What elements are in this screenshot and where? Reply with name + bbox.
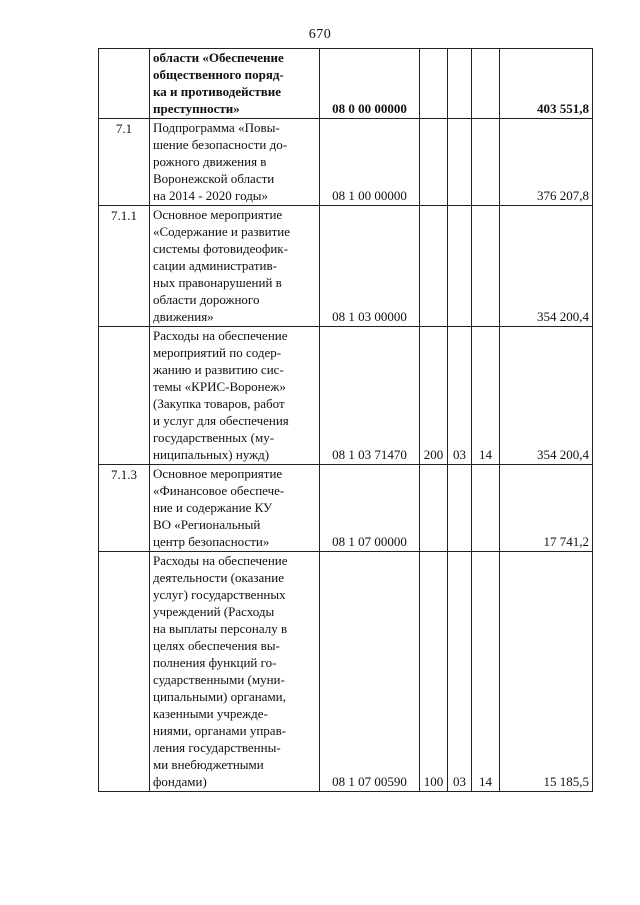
item-name-line: области «Обеспечение	[153, 50, 284, 65]
amount-cell: 354 200,4	[500, 327, 593, 465]
item-name-line: Подпрограмма «Повы-	[153, 120, 280, 135]
target-code-cell: 08 1 07 00590	[320, 552, 420, 792]
table-body	[99, 49, 593, 792]
item-name-cell	[150, 465, 320, 552]
amount-cell: 15 185,5	[500, 552, 593, 792]
item-name-line: Расходы на обеспечение	[153, 328, 288, 343]
item-name-line: ВО «Региональный	[153, 517, 261, 532]
item-name-line: на 2014 - 2020 годы»	[153, 188, 269, 203]
item-name-line: фондами)	[153, 774, 207, 789]
expense-type-cell	[420, 206, 448, 327]
item-name-line: шение безопасности до-	[153, 137, 288, 152]
expense-type-cell: 200	[420, 327, 448, 465]
section-cell	[448, 119, 472, 206]
item-name-line: рожного движения в	[153, 154, 267, 169]
subsection-cell	[472, 465, 500, 552]
item-name-line: ниями, органами управ-	[153, 723, 287, 738]
item-name-cell	[150, 327, 320, 465]
target-code-cell: 08 1 07 00000	[320, 465, 420, 552]
amount-cell: 403 551,8	[500, 49, 593, 119]
section-cell	[448, 206, 472, 327]
item-name-line: ми внебюджетными	[153, 757, 264, 772]
amount-cell: 376 207,8	[500, 119, 593, 206]
item-name-line: ципальными) органами,	[153, 689, 286, 704]
item-name-line: общественного поряд-	[153, 67, 284, 82]
subsection-cell	[472, 119, 500, 206]
row-number-cell: 7.1.1	[99, 206, 150, 327]
expense-type-cell	[420, 119, 448, 206]
item-name-line: ниципальных) нужд)	[153, 447, 270, 462]
item-name-line: «Содержание и развитие	[153, 224, 290, 239]
row-number-cell	[99, 327, 150, 465]
amount-cell: 354 200,4	[500, 206, 593, 327]
subsection-cell: 14	[472, 327, 500, 465]
table-row	[99, 327, 593, 465]
row-number-cell	[99, 49, 150, 119]
item-name-line: услуг) государственных	[153, 587, 286, 602]
item-name-line: государственных (му-	[153, 430, 275, 445]
item-name-line: Основное мероприятие	[153, 466, 283, 481]
item-name-line: и услуг для обеспечения	[153, 413, 289, 428]
section-cell: 03	[448, 327, 472, 465]
target-code-cell: 08 1 03 71470	[320, 327, 420, 465]
section-cell: 03	[448, 552, 472, 792]
row-number-cell: 7.1.3	[99, 465, 150, 552]
subsection-cell	[472, 206, 500, 327]
row-number-cell: 7.1	[99, 119, 150, 206]
amount-cell: 17 741,2	[500, 465, 593, 552]
item-name-line: полнения функций го-	[153, 655, 277, 670]
item-name-line: казенными учрежде-	[153, 706, 268, 721]
table-row	[99, 49, 593, 119]
item-name-line: сударственными (муни-	[153, 672, 285, 687]
item-name-line: ления государственны-	[153, 740, 281, 755]
item-name-line: темы «КРИС-Воронеж»	[153, 379, 286, 394]
item-name-line: сации административ-	[153, 258, 277, 273]
item-name-line: Основное мероприятие	[153, 207, 283, 222]
item-name-line: мероприятий по содер-	[153, 345, 282, 360]
subsection-cell	[472, 49, 500, 119]
table-row	[99, 119, 593, 206]
item-name-cell	[150, 206, 320, 327]
item-name-line: ных правонарушений в	[153, 275, 282, 290]
section-cell	[448, 49, 472, 119]
item-name-line: Воронежской области	[153, 171, 275, 186]
item-name-line: движения»	[153, 309, 214, 324]
target-code-cell: 08 1 00 00000	[320, 119, 420, 206]
item-name-line: ка и противодействие	[153, 84, 282, 99]
item-name-cell	[150, 119, 320, 206]
row-number-cell	[99, 552, 150, 792]
item-name-line: «Финансовое обеспече-	[153, 483, 285, 498]
expense-type-cell: 100	[420, 552, 448, 792]
page-number: 670	[308, 27, 332, 42]
item-name-line: преступности»	[153, 101, 240, 116]
expense-type-cell	[420, 49, 448, 119]
target-code-cell: 08 1 03 00000	[320, 206, 420, 327]
item-name-line: жанию и развитию сис-	[153, 362, 284, 377]
expense-type-cell	[420, 465, 448, 552]
item-name-line: Расходы на обеспечение	[153, 553, 288, 568]
item-name-cell	[150, 49, 320, 119]
section-cell	[448, 465, 472, 552]
target-code-cell: 08 0 00 00000	[320, 49, 420, 119]
item-name-line: центр безопасности»	[153, 534, 270, 549]
item-name-line: на выплаты персоналу в	[153, 621, 288, 636]
item-name-line: учреждений (Расходы	[153, 604, 275, 619]
table-row	[99, 552, 593, 792]
item-name-line: деятельности (оказание	[153, 570, 284, 585]
budget-table	[98, 48, 593, 792]
item-name-line: целях обеспечения вы-	[153, 638, 280, 653]
item-name-cell	[150, 552, 320, 792]
item-name-line: (Закупка товаров, работ	[153, 396, 285, 411]
table-row	[99, 206, 593, 327]
item-name-line: ние и содержание КУ	[153, 500, 273, 515]
item-name-line: области дорожного	[153, 292, 260, 307]
table-row	[99, 465, 593, 552]
subsection-cell: 14	[472, 552, 500, 792]
item-name-line: системы фотовидеофик-	[153, 241, 288, 256]
